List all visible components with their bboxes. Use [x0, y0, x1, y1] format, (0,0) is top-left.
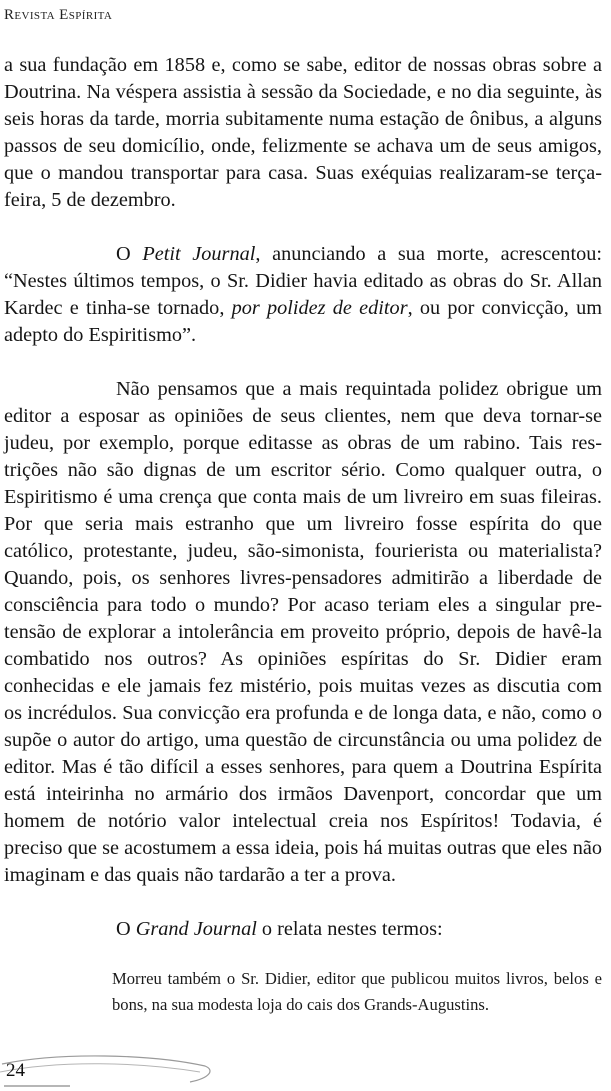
paragraph-3: Não pensamos que a mais requintada polidez obrigue um editor a esposar as opiniões de seus clientes, nem que deva tornar-se judeu, por exemplo, porque editasse as obras de um rabino. Tais restrições não são dignas de um escritor sério. Como qualquer outra, o Espiritismo é uma crença que conta mais de um livreiro em suas fileiras. Por que seria mais estranho que um livreiro fosse espírita do que católico, protestante, judeu, são-simonista, fourierista ou materialista? Quando, pois, os senhores livres-pensadores admitirão a liberdade de consciência para todo o mundo? Por acaso teriam eles a singular pretensão de explorar a intolerância em proveito próprio, depois de havê-la combatido nos outros? As opiniões espíritas do Sr. Didier eram conhecidas e ele jamais fez mistério, pois muitas vezes as discutia com os incrédulos. Sua convicção era profunda e de longa data, e não, como o supõe o autor do artigo, uma questão de circunstância ou uma polidez de editor. Mas é tão difícil a esses senhores, para quem a Doutrina Espírita está inteirinha no armário dos irmãos Davenport, concordar que um homem de notório valor intelectual creia nos Espíritos! Todavia, é preciso que se acostumem a essa ideia, pois há muitas outras que eles não imaginam e das quais não tardarão a ter a prova. — [4, 378, 602, 886]
newspaper-title-petit-journal: Petit Journal — [142, 243, 256, 265]
page-ornament-swoosh-icon — [0, 1050, 230, 1091]
paragraph-2-text-c: , ou por convicção, um adepto do Espiritismo”. — [4, 297, 603, 346]
paragraph-4-text-a: O — [116, 918, 136, 940]
emphasis-polidez-de-editor: por polidez de editor — [231, 297, 408, 319]
paragraph-2-text-b: , anunciando a sua morte, acrescentou: “Nestes últimos tempos, o Sr. Didier havia editado as obras do Sr. Allan Kardec e tinha-se tornado, — [4, 243, 602, 319]
paragraph-4 — [4, 916, 602, 943]
paragraph-2 — [4, 241, 602, 349]
block-quote: Morreu também o Sr. Didier, editor que publicou muitos livros, belos e bons, na sua modesta loja do cais dos Grands-Augustins. — [112, 969, 602, 1014]
paragraph-2-text-a: O — [116, 243, 143, 265]
paragraph-4-text-b: o relata nestes termos: — [256, 918, 443, 940]
newspaper-title-grand-journal: Grand Journal — [135, 918, 257, 940]
running-title: Revista Espírita — [4, 7, 113, 23]
paragraph-1: a sua fundação em 1858 e, como se sabe, editor de nossas obras sobre a Doutrina. Na véspera assistia à sessão da Sociedade, e no dia seguinte, às seis horas da tarde, morria subitamente numa estação de ônibus, a alguns passos de seu domicílio, onde, felizmente se achava um de seus amigos, que o mandou transportar para casa. Suas exéquias realizaram-se terça-feira, 5 de dezembro. — [4, 54, 602, 211]
article-body — [4, 52, 602, 943]
page-number: 24 — [6, 1060, 25, 1081]
